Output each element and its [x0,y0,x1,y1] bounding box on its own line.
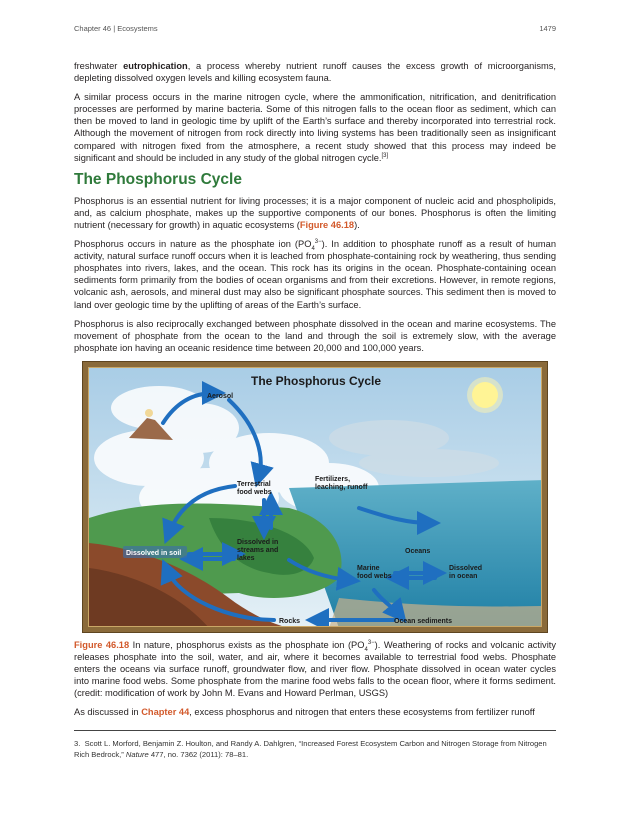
paragraph-eutrophication: freshwater eutrophication, a process whereby nutrient runoff causes the excess growth of microorganisms, depleting dissolved oxygen levels and killing ecosystem fauna. [74,61,556,84]
caption-figure-label: Figure 46.18 [74,639,130,650]
running-header [74,24,556,33]
label-dissolved-streams-1: Dissolved in [237,538,279,546]
label-dissolved-streams-2: streams and [237,546,279,554]
footnote-divider [74,730,556,731]
phosphorus-cycle-figure [82,361,548,633]
figure-link[interactable]: Figure 46.18 [299,219,355,230]
label-fertilizers-1: Fertilizers, [315,475,351,483]
paragraph-phosphorus-intro: Phosphorus is an essential nutrient for living processes; it is a major component of nucleic acid and phospholipids, and, as calcium phosphate, makes up the supportive components of our bones. Phosphorus is often the limiting nutrient (necessary for growth) in aquatic ecosystems (Figure 46.18). [74,195,556,230]
term-eutrophication: eutrophication [123,61,188,71]
footnote-number: 3. [74,739,81,748]
page-body [74,60,556,725]
paragraph-reciprocal-exchange: Phosphorus is also reciprocally exchanged between phosphate dissolved in the ocean and marine ecosystems. The movement of phosphate from the ocean to the land and through the soil is extremely slow, with the average phosphate ion having an oceanic residence time between 20,000 and 100,000 years. [74,318,556,353]
label-marine-2: food webs [357,572,392,580]
chapter-title: Chapter 46 | Ecosystems [74,24,158,33]
figure-caption: Figure 46.18 In nature, phosphorus exists as the phosphate ion $(PO_4^{3-})$. Weathering of rocks and volcanic activity releases phosphate into the soil, water, and air, where it becomes available to terrestrial food webs. Phosphate enters the oceans via surface runoff, groundwater flow, and river flow. Phosphate dissolved in ocean water cycles into marine food webs. Some phosphate from the marine food webs falls to the ocean floor, where it forms sediment. (credit: modification of work by John M. Evans and Howard Perlman, USGS) [74,639,556,698]
phosphorus-cycle-diagram [89,368,542,627]
label-dissolved-ocean-1: Dissolved [449,564,483,572]
footnote-ref[interactable]: [3] [381,152,389,159]
footnote: 3. Scott L. Morford, Benjamin Z. Houlton, and Randy A. Dahlgren, “Increased Forest Ecosystem Carbon and Nitrogen Storage from Nitrogen Rich Bedrock,” Nature 477, no. 7362 (2011): 78–81. [74,739,547,759]
page-number: 1479 [539,24,556,33]
label-dissolved-ocean-2: in ocean [449,572,478,580]
label-oceans: Oceans [405,547,431,555]
paragraph-phosphate-ion: Phosphorus occurs in nature as the phosphate ion $(PO_4^{3-})$. In addition to phosphate runoff as a result of human activity, natural surface runoff occurs when it is leached from phosphate-containing rock by weathering, thus sending phosphates into rivers, lakes, and the ocean. This rock has its origins in the ocean. Phosphate-containing ocean sediments form primarily from the bodies of ocean organisms and from their excretions. However, in remote regions, volcanic ash, aerosols, and mineral dust may also be significant phosphate sources. This sediment then is moved to land over geologic time by the uplifting of areas of the Earth’s surface. [74,238,557,310]
label-dissolved-soil: Dissolved in soil [126,549,182,557]
paragraph-excess-phosphorus: As discussed in Chapter 44, excess phosphorus and nitrogen that enters these ecosystems from fertilizer runoff [74,706,535,717]
label-terrestrial-1: Terrestrial [237,480,271,488]
label-terrestrial-2: food webs [237,488,272,496]
label-fertilizers-2: leaching, runoff [315,483,368,491]
label-rocks: Rocks [279,617,301,625]
journal-name: Nature [125,750,149,759]
label-aerosol: Aerosol [207,392,234,400]
paragraph-marine-nitrogen: A similar process occurs in the marine nitrogen cycle, where the ammonification, nitrification, and denitrification processes are performed by marine bacteria. Some of this nitrogen falls to the ocean floor as sediment, which can then be moved to land in geologic time by uplift of the Earth’s surface and thereby incorporated into terrestrial rock. Although the movement of nitrogen from rock directly into living systems has been traditionally seen as insignificant compared with nitrogen fixed from the atmosphere, a recent study showed that this process may indeed be significant and should be included in any study of the global nitrogen cycle.[3] [74,92,556,163]
section-title: The Phosphorus Cycle [74,170,242,188]
chapter-link[interactable]: Chapter 44 [141,706,190,717]
label-dissolved-streams-3: lakes [237,554,255,562]
label-marine-1: Marine [357,564,380,572]
label-ocean-sediments: Ocean sediments [394,617,452,625]
diagram-title: The Phosphorus Cycle [250,373,382,388]
